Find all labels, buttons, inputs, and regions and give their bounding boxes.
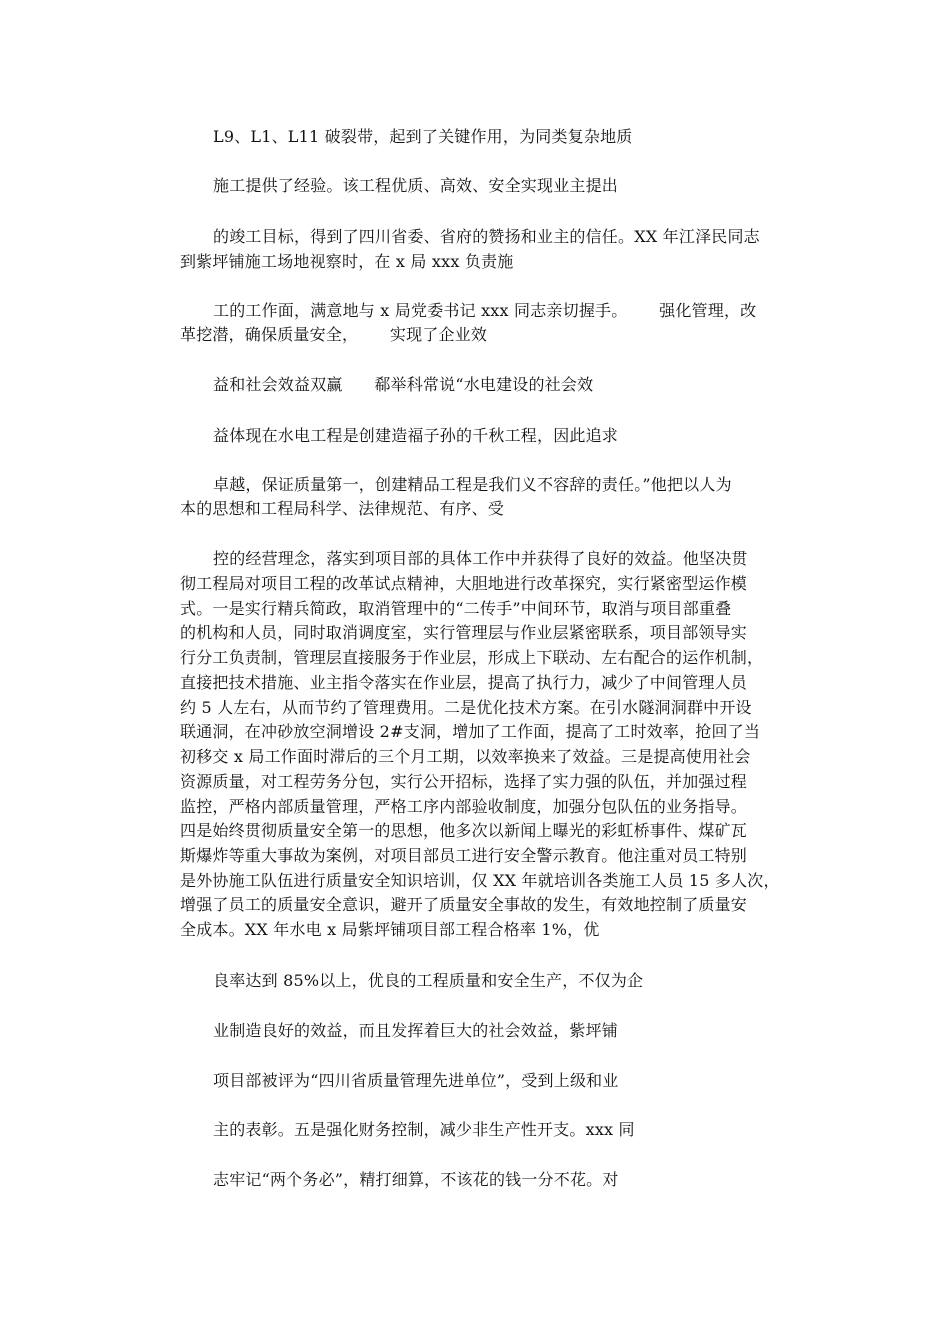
text-line: 联通洞，在冲砂放空洞增设 2#支洞，增加了工作面，提高了工时效率，抢回了当 — [180, 722, 761, 741]
text-line: 约 5 人左右，从而节约了管理费用。二是优化技术方案。在引水隧洞洞群中开设 — [180, 698, 752, 717]
text-line: 益和社会效益双赢 郗举科常说“水电建设的社会效 — [213, 375, 594, 394]
text-line: 监控，严格内部质量管理，严格工序内部验收制度，加强分包队伍的业务指导。 — [180, 797, 748, 816]
text-line: 控的经营理念，落实到项目部的具体工作中并获得了良好的效益。他坚决贯 — [213, 549, 748, 568]
text-line: 本的思想和工程局科学、法律规范、有序、受 — [180, 499, 505, 518]
text-line: 式。一是实行精兵简政，取消管理中的“二传手”中间环节，取消与项目部重叠 — [180, 599, 732, 618]
text-line: 的竣工目标，得到了四川省委、省府的赞扬和业主的信任。XX 年江泽民同志 — [213, 227, 760, 246]
text-line: 行分工负责制，管理层直接服务于作业层，形成上下联动、左右配合的运作机制， — [180, 648, 764, 667]
text-line: 卓越，保证质量第一，创建精品工程是我们义不容辞的责任。”他把以人为 — [213, 475, 732, 494]
text-line: 到紫坪铺施工场地视察时，在 x 局 xxx 负责施 — [180, 252, 514, 271]
text-line: 业制造良好的效益，而且发挥着巨大的社会效益，紫坪铺 — [213, 1021, 619, 1040]
text-line: 益体现在水电工程是创建造福子孙的千秋工程，因此追求 — [213, 426, 619, 445]
text-line: 资源质量，对工程劳务分包，实行公开招标，选择了实力强的队伍，并加强过程 — [180, 772, 748, 791]
text-line: 直接把技术措施、业主指令落实在作业层，提高了执行力，减少了中间管理人员 — [180, 673, 748, 692]
text-line: 项目部被评为“四川省质量管理先进单位”，受到上级和业 — [213, 1071, 619, 1090]
text-line: 主的表彰。五是强化财务控制，减少非生产性开支。xxx 同 — [213, 1120, 635, 1139]
text-line: 工的工作面，满意地与 x 局党委书记 xxx 同志亲切握手。 强化管理，改 — [213, 301, 757, 320]
text-line: 斯爆炸等重大事故为案例，对项目部员工进行安全警示教育。他注重对员工特别 — [180, 846, 748, 865]
text-line: 施工提供了经验。该工程优质、高效、安全实现业主提出 — [213, 176, 619, 195]
text-line: 良率达到 85%以上，优良的工程质量和安全生产，不仅为企 — [213, 971, 644, 990]
text-line: 初移交 x 局工作面时滞后的三个月工期，以效率换来了效益。三是提高使用社会 — [180, 747, 751, 766]
text-line: 志牢记“两个务必”，精打细算，不该花的钱一分不花。对 — [213, 1170, 619, 1189]
text-line: 彻工程局对项目工程的改革试点精神，大胆地进行改革探究，实行紧密型运作模 — [180, 574, 748, 593]
text-line: L9、L1、L11 破裂带，起到了关键作用，为同类复杂地质 — [213, 127, 633, 146]
text-line: 是外协施工队伍进行质量安全知识培训，仅 XX 年就培训各类施工人员 15 多人次， — [180, 871, 780, 890]
text-line: 革挖潜，确保质量安全， 实现了企业效 — [180, 325, 488, 344]
text-line: 全成本。XX 年水电 x 局紫坪铺项目部工程合格率 1%，优 — [180, 920, 600, 939]
text-line: 四是始终贯彻质量安全第一的思想，他多次以新闻上曝光的彩虹桥事件、煤矿瓦 — [180, 821, 748, 840]
text-line: 增强了员工的质量安全意识，避开了质量安全事故的发生，有效地控制了质量安 — [180, 895, 748, 914]
text-line: 的机构和人员，同时取消调度室，实行管理层与作业层紧密联系，项目部领导实 — [180, 623, 748, 642]
